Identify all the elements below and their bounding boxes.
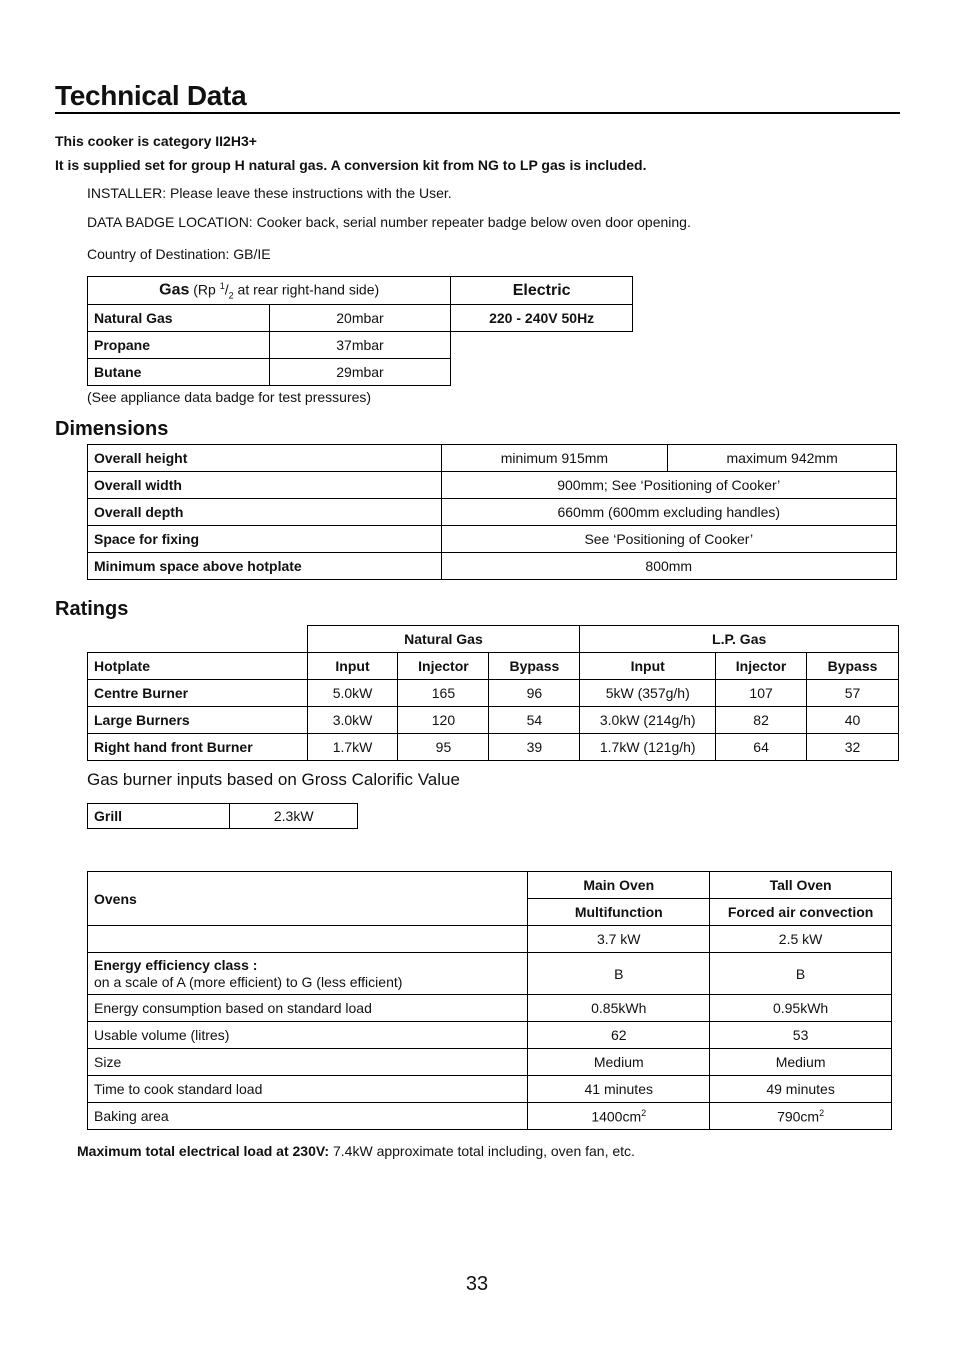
- bypass-header: Bypass: [807, 653, 899, 680]
- main-oven-type: Multifunction: [528, 899, 710, 926]
- gas-header: Gas (Rp $^1/_2$ at rear right-hand side): [88, 277, 451, 305]
- ng-injector: 120: [398, 707, 489, 734]
- lp-injector: 107: [716, 680, 807, 707]
- gas-pressure: 20mbar: [269, 305, 451, 332]
- gas-type-label: Natural Gas: [88, 305, 270, 332]
- electric-header: Electric: [451, 277, 633, 305]
- burner-row: [88, 734, 899, 761]
- grill-label: Grill: [88, 804, 230, 829]
- ng-input: 1.7kW: [307, 734, 398, 761]
- ratings-heading: Ratings: [55, 598, 129, 620]
- burner-label: Centre Burner: [88, 680, 308, 707]
- lp-injector: 82: [716, 707, 807, 734]
- lp-input: 5kW (357g/h): [580, 680, 716, 707]
- main-oven-value: 0.85kWh: [528, 995, 710, 1022]
- dimension-value: 900mm; See ‘Positioning of Cooker’: [441, 472, 896, 499]
- lp-input: 3.0kW (214g/h): [580, 707, 716, 734]
- input-header: Input: [307, 653, 398, 680]
- bypass-header: Bypass: [489, 653, 580, 680]
- input-header: Input: [580, 653, 716, 680]
- tall-oven-header: Tall Oven: [710, 872, 892, 899]
- lp-bypass: 32: [807, 734, 899, 761]
- ng-bypass: 54: [489, 707, 580, 734]
- injector-header: Injector: [398, 653, 489, 680]
- lp-bypass: 40: [807, 707, 899, 734]
- burner-row: [88, 680, 899, 707]
- country-note: Country of Destination: GB/IE: [87, 246, 271, 262]
- main-oven-value: 62: [528, 1022, 710, 1049]
- title-rule: [55, 112, 900, 114]
- ratings-table: [87, 625, 899, 761]
- category-line: This cooker is category II2H3+: [55, 133, 257, 149]
- max-load-label: Maximum total electrical load at 230V:: [77, 1143, 330, 1159]
- grill-value: 2.3kW: [230, 804, 358, 829]
- tall-oven-value: 0.95kWh: [710, 995, 892, 1022]
- burner-label: Large Burners: [88, 707, 308, 734]
- page-number: 33: [465, 1273, 489, 1295]
- dimensions-heading: Dimensions: [55, 418, 169, 440]
- efficiency-scale-note: on a scale of A (more efficient) to G (less efficient): [94, 973, 403, 990]
- lp-input: 1.7kW (121g/h): [580, 734, 716, 761]
- dimension-max: maximum 942mm: [668, 445, 897, 472]
- installer-note: INSTALLER: Please leave these instructions with the User.: [87, 185, 452, 201]
- ng-bypass: 96: [489, 680, 580, 707]
- efficiency-label-cell: [88, 953, 528, 995]
- tall-oven-value: 49 minutes: [710, 1076, 892, 1103]
- lp-gas-group-header: L.P. Gas: [580, 626, 899, 653]
- gas-pressure: 37mbar: [269, 332, 451, 359]
- tall-oven-baking-area: $790cm^2$: [710, 1103, 892, 1130]
- injector-header: Injector: [716, 653, 807, 680]
- dimension-value: 800mm: [441, 553, 896, 580]
- gas-footnote: (See appliance data badge for test pressures): [87, 389, 372, 405]
- main-oven-value: Medium: [528, 1049, 710, 1076]
- tall-oven-efficiency: B: [710, 953, 892, 995]
- oven-row: [88, 1103, 892, 1130]
- badge-note: DATA BADGE LOCATION: Cooker back, serial number repeater badge below oven door opening.: [87, 214, 691, 230]
- main-oven-efficiency: B: [528, 953, 710, 995]
- burner-label: Right hand front Burner: [88, 734, 308, 761]
- tall-oven-type: Forced air convection: [710, 899, 892, 926]
- lp-bypass: 57: [807, 680, 899, 707]
- burner-row: [88, 707, 899, 734]
- dimension-label: Overall width: [88, 472, 442, 499]
- tall-oven-value: 53: [710, 1022, 892, 1049]
- tall-oven-value: Medium: [710, 1049, 892, 1076]
- dimension-value: 660mm (600mm excluding handles): [441, 499, 896, 526]
- efficiency-label: Energy efficiency class :: [94, 956, 258, 973]
- oven-row: [88, 1022, 892, 1049]
- gas-type-label: Propane: [88, 332, 270, 359]
- oven-row-label: Usable volume (litres): [88, 1022, 528, 1049]
- oven-row: [88, 1076, 892, 1103]
- dimension-value: See ‘Positioning of Cooker’: [441, 526, 896, 553]
- dimension-label: Overall depth: [88, 499, 442, 526]
- oven-row-label: Time to cook standard load: [88, 1076, 528, 1103]
- ng-input: 5.0kW: [307, 680, 398, 707]
- oven-row-label: Size: [88, 1049, 528, 1076]
- power-row-label: [88, 926, 528, 953]
- gas-pressure: 29mbar: [269, 359, 451, 386]
- ng-bypass: 39: [489, 734, 580, 761]
- main-oven-value: 41 minutes: [528, 1076, 710, 1103]
- main-oven-baking-area: $1400cm^2$: [528, 1103, 710, 1130]
- main-oven-header: Main Oven: [528, 872, 710, 899]
- ng-injector: 95: [398, 734, 489, 761]
- main-oven-power: 3.7 kW: [528, 926, 710, 953]
- oven-row: [88, 995, 892, 1022]
- supply-line: It is supplied set for group H natural gas. A conversion kit from NG to LP gas is included.: [55, 157, 647, 173]
- lp-injector: 64: [716, 734, 807, 761]
- dimension-min: minimum 915mm: [441, 445, 668, 472]
- ng-input: 3.0kW: [307, 707, 398, 734]
- gas-electric-table: [87, 276, 633, 386]
- hotplate-header: Hotplate: [88, 653, 308, 680]
- oven-row-label: Energy consumption based on standard load: [88, 995, 528, 1022]
- electric-value: 220 - 240V 50Hz: [451, 305, 633, 332]
- natural-gas-group-header: Natural Gas: [307, 626, 580, 653]
- oven-row: [88, 1049, 892, 1076]
- tall-oven-power: 2.5 kW: [710, 926, 892, 953]
- max-load-value: 7.4kW approximate total including, oven fan, etc.: [329, 1143, 635, 1159]
- ovens-table: [87, 871, 892, 1130]
- dimension-label: Space for fixing: [88, 526, 442, 553]
- dimensions-table: [87, 444, 897, 580]
- dimension-label: Overall height: [88, 445, 442, 472]
- page-title: Technical Data: [55, 80, 247, 111]
- max-load-line: [77, 1143, 635, 1159]
- grill-table: [87, 803, 358, 829]
- baking-area-label: Baking area: [88, 1103, 528, 1130]
- calorific-note: Gas burner inputs based on Gross Calorific Value: [87, 770, 460, 789]
- dimension-label: Minimum space above hotplate: [88, 553, 442, 580]
- ovens-label: Ovens: [88, 872, 528, 926]
- ng-injector: 165: [398, 680, 489, 707]
- gas-type-label: Butane: [88, 359, 270, 386]
